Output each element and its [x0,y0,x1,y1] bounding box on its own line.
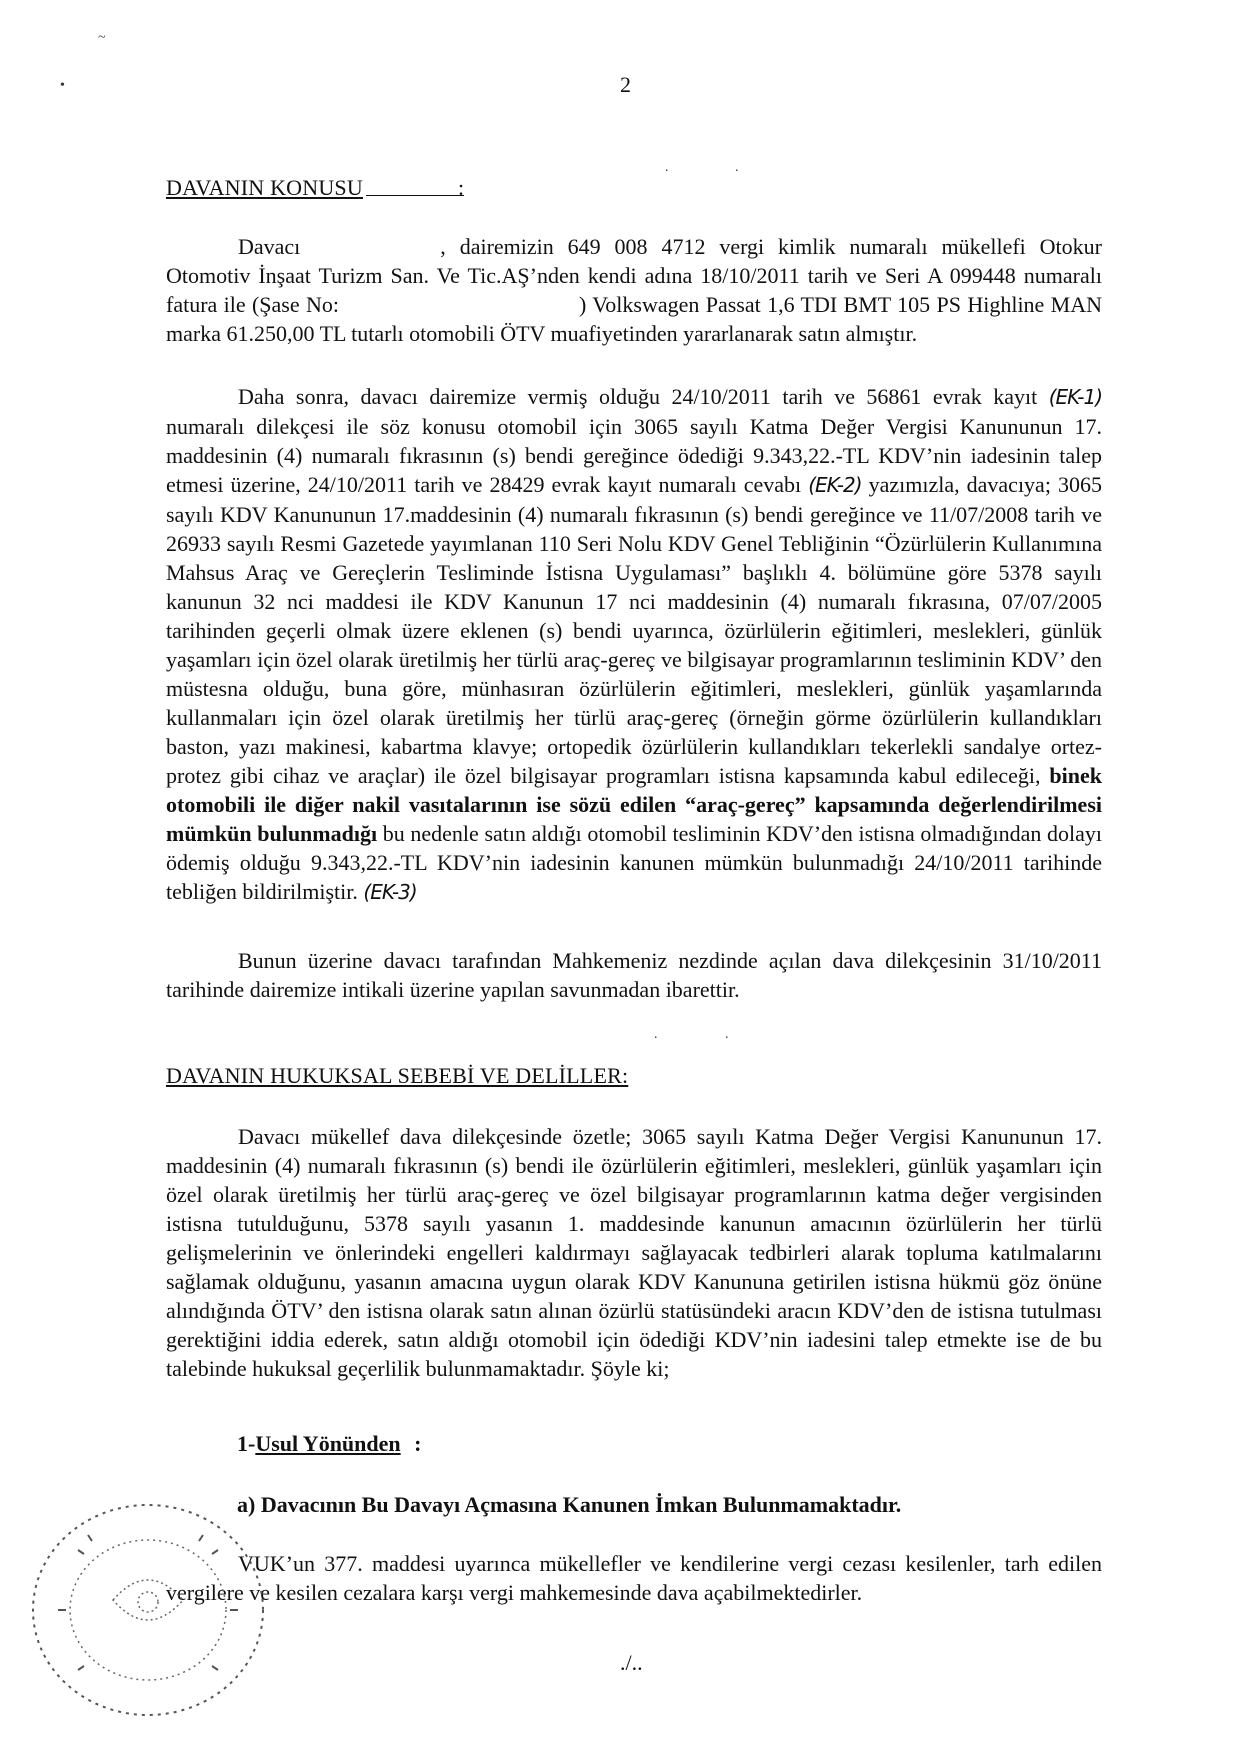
text: ) Volkswagen Passat 1,6 TDI BMT 105 PS Highline MAN marka 61.250,00 TL tutarlı otomobili ÖTV muafiyetinden yararlanarak satın almıştır. [166,292,1103,346]
paragraph-refund-request [166,382,1102,907]
sub-heading-prefix: 1- [237,1431,256,1456]
bold-text: binek otomobili ile diğer nakil vasıtalarının ise sözü edilen “araç-gereç” kapsamında değerlendirilmesi mümkün bulunmadığı [166,763,1102,846]
official-seal-stamp [18,1490,288,1735]
section-heading-konusu: DAVANIN KONUSU [166,175,363,200]
corner-mark: ~ [98,30,106,45]
annex-note-2: (EK-2) [808,473,862,497]
stray-dot: . [654,1027,658,1042]
paragraph-claim-summary: Davacı mükellef dava dilekçesinde özetle; 3065 sayılı Katma Değer Vergisi Kanununun 17. maddesinin (4) numaralı fıkrasının (s) bendi ile özürlülerin eğitimleri, meslekleri, günlük yaşamları için özel olarak üretilmiş her türlü araç-gereç ve özel bilgisayar programlarının katma değer vergisinden istisna tutulduğunu, 5378 sayılı yasanın 1. maddesinde kanunun amacının özürlülerin her türlü gelişmelerinin ve önlerindeki engelleri kaldırmayı sağlayacak tedbirleri alarak topluma katılmalarını sağlamak olduğunu, yasanın amacına uygun olarak KDV Kanununa getirilen istisna hükmü göz önüne alındığında ÖTV’ den istisna olarak satın alınan özürlü statüsündeki aracın KDV’den de istisna tutulması gerektiğini iddia ederek, satın aldığı otomobil için ödediği KDV’nin iadesini talep etmekte ise de bu talebinde hukuksal geçerlilik bulunmamaktadır. Şöyle ki; [166,1124,1102,1381]
continuation-mark: ./.. [620,1650,643,1675]
stray-dot: . [725,1027,729,1042]
stray-dot: • [60,78,65,93]
paragraph-vuk-377: VUK’un 377. maddesi uyarınca mükellefler ve kendilerine vergi cezası kesilenler, tarh edilen vergilere ve kesilen cezalara karşı vergi mahkemesinde dava açabilmektedirler. [166,1551,1102,1605]
sub-heading-colon: : [414,1431,422,1456]
paragraph-purchase [166,232,1102,348]
section-heading-hukuksal-sebep: DAVANIN HUKUKSAL SEBEBİ VE DELİLLER: [166,1063,629,1088]
sub-heading-usul [237,1431,421,1457]
text: Davacı [238,234,301,259]
stray-dot: . [665,160,669,175]
text: yazımızla, davacıya; 3065 sayılı KDV Kanununun 17.maddesinin (4) numaralı fıkrasının (s) bendi gereğince ve 11/07/2008 tarih ve 26933 sayılı Resmi Gazetede yayımlanan 110 Seri Nolu KDV Genel Tebliğinin “Özürlülerin Kullanımına Mahsus Araç ve Gereçlerin Tesliminde İstisna Uygulaması” başlıklı 4. bölümüne göre 5378 sayılı kanunun 32 nci maddesi ile KDV Kanunun 17 nci maddesinin (4) numaralı fıkrasına, 07/07/2005 tarihinden geçerli olmak üzere eklenen (s) bendi uyarınca, özürlülerin eğitimleri, meslekleri, günlük yaşamları için özel olarak üretilmiş her türlü araç-gereç ve bilgisayar programlarının tesliminin KDV’ den müstesna olduğu, buna göre, münhasıran özürlülerin eğitimleri, meslekleri, günlük yaşamlarında kullanmaları için özel olarak üretilmiş her türlü araç-gereç (örneğin görme özürlülerin kullandıkları baston, yazı makinesi, kabartma klavye; ortopedik özürlülerin kullandıkları tekerlekli sandalye ortez-protez gibi cihaz ve araçlar) ile özel bilgisayar programları istisna kapsamında kabul edileceği, [166,472,1102,788]
item-a-heading: a) Davacının Bu Davayı Açmasına Kanunen İmkan Bulunmamaktadır. [237,1492,902,1517]
sub-heading-title: Usul Yönünden [255,1431,401,1456]
text: numaralı dilekçesi ile söz konusu otomobil için 3065 sayılı Katma Değer Vergisi Kanununun 17. maddesinin (4) numaralı fıkrasının (s) bendi gereğince ödediği 9.343,22.-TL KDV’nin iadesinin talep etmesi üzerine, 24/10/2011 tarih ve 28429 evrak kayıt numaralı cevabı [166,414,1102,497]
heading-colon: : [458,175,465,200]
page-number: 2 [620,72,631,97]
text: , dairemizin 649 008 4712 vergi kimlik numaralı mükellefi Otokur Otomotiv İnşaat Turizm San. Ve Tic.AŞ’nden kendi adına 18/10/2011 tarih ve Seri A 099448 numaralı fatura ile (Şase No: [166,234,1102,317]
text: bu nedenle satın aldığı otomobil tesliminin KDV’den istisna olmadığından dolayı ödemiş olduğu 9.343,22.-TL KDV’nin iadesinin kanunen mümkün bulunmadığı 24/10/2011 tarihinde tebliğen bildirilmiştir. [166,821,1103,904]
paragraph-defense: Bunun üzerine davacı tarafından Mahkemeniz nezdinde açılan dava dilekçesinin 31/10/2011 tarihinde dairemize intikali üzerine yapılan savunmadan ibarettir. [166,948,1102,1002]
stray-dot: . [735,160,739,175]
text: Daha sonra, davacı dairemize vermiş olduğu 24/10/2011 tarih ve 56861 evrak kayıt [238,384,1038,409]
annex-note-1: (EK-1) [1048,385,1102,409]
heading-underline-extension [366,175,464,196]
annex-note-3: (EK-3) [363,880,417,904]
